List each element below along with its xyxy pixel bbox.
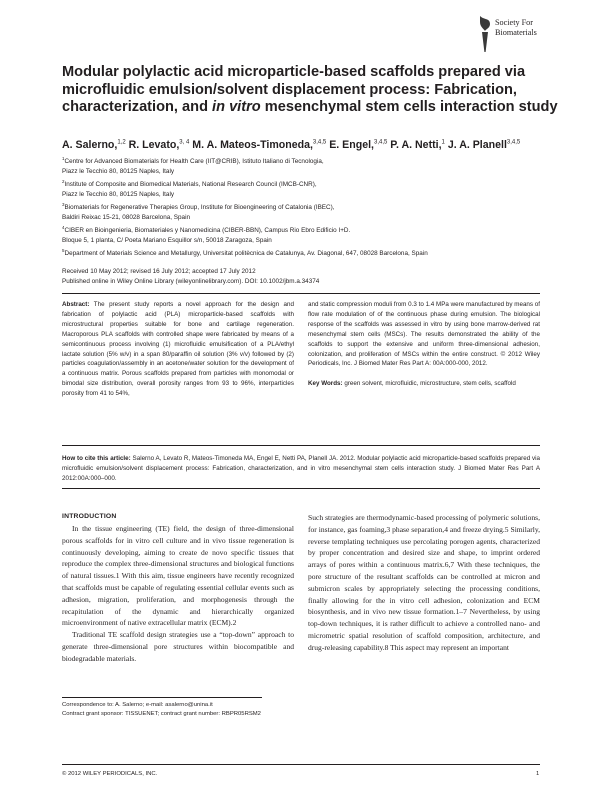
correspondence (62, 701, 540, 718)
affiliation (62, 213, 562, 223)
author-list (62, 139, 572, 151)
published-online: Published online in Wiley Online Library (wileyonlinelibrary.com). DOI: 10.1002/jbm.a.34374 (62, 278, 320, 285)
affil-line: Centre for Advanced Biomaterials for Health Care (IIT@CRIB), Istituto Italiano di Tecnologia, (64, 158, 324, 166)
author: J. A. Planell (447, 139, 507, 151)
affil-sup: 3 (62, 202, 65, 208)
divider (62, 488, 540, 489)
affiliation (62, 190, 562, 200)
keywords-text: green solvent, microfluidic, microstructure, stem cells, scaffold (342, 380, 516, 388)
affiliation (62, 223, 562, 236)
affil-sup: 5 (62, 248, 65, 254)
footnote-divider (62, 697, 262, 698)
affil-line: Piazz le Tecchio 80, 80125 Naples, Italy (62, 191, 175, 199)
affil-sup: 2 (62, 179, 65, 185)
divider (62, 445, 540, 446)
author-affil-sup: 3,4,5 (373, 139, 388, 146)
author-affil-sup: 3,4,5 (312, 139, 327, 146)
body-left-column (62, 523, 294, 665)
affil-line: Department of Materials Science and Metallurgy, Universitat politècnica de Catalunya, Av. Diagonal, 647, 08028 Barcelona, Spain (64, 250, 428, 258)
author-affil-sup: 3,4,5 (506, 139, 521, 146)
copyright: © 2012 WILEY PERIODICALS, INC. (62, 771, 158, 777)
citation-label: How to cite this article: (62, 455, 131, 462)
affiliation (62, 154, 562, 167)
affiliation (62, 177, 562, 190)
affil-sup: 4 (62, 225, 65, 231)
title-part-1: Modular polylactic acid microparticle-based scaffolds prepared via microfluidic emulsion/solvent displacement process: Fabrication, characterization, and (62, 64, 526, 115)
affiliation (62, 246, 562, 259)
author: M. A. Mateos-Timoneda, (192, 139, 313, 151)
affil-line: Piazz le Tecchio 80, 80125 Naples, Italy (62, 168, 175, 176)
citation-text: Salerno A, Levato R, Mateos-Timoneda MA, Engel E, Netti PA, Planell JA. 2012. Modular polylactic acid microparticle-based scaffolds prepared via microfluidic emulsion/solvent displacement process: Fabrication, characterization, and in vitro mesenchymal stem cells interaction study. J Biomed Mater Res Part A 2012:00A:000–000. (62, 455, 540, 482)
abstract-left-column (62, 300, 294, 399)
abstract-text-right: and static compression moduli from 0.3 to 1.4 MPa were manufactured by means of flow rate modulation of of the continuous phase during emulsion. The biological response of the scaffolds was assessed in vitro by using bone marrow-derived rat mesenchymal stem cells (MSCs). The results demonstrated the ability of the scaffolds to support the extensive and uniform three-dimensional adhesion, colonization, and proliferation of MSCs within the entire construct. © 2012 Wiley Periodicals, Inc. J Biomed Mater Res Part A: 00A:000-000, 2012. (308, 301, 540, 368)
divider (62, 764, 540, 765)
author: E. Engel, (329, 139, 374, 151)
society-logo-text (495, 18, 585, 38)
affil-line: Baldiri Reixac 15-21, 08028 Barcelona, Spain (62, 214, 191, 222)
affil-line: Institute of Composite and Biomedical Materials, National Research Council (IMCB-CNR), (64, 181, 317, 189)
abstract-right-column (308, 300, 540, 389)
how-to-cite (62, 454, 540, 484)
title-italic: in vitro (212, 99, 261, 115)
author: R. Levato, (128, 139, 180, 151)
divider (62, 293, 540, 294)
title-part-2: mesenchymal stem cells interaction study (260, 99, 558, 115)
keywords (308, 379, 540, 389)
affil-sup: 1 (62, 156, 65, 161)
author-affil-sup: 1 (441, 139, 445, 146)
affiliation (62, 200, 562, 213)
received-dates: Received 10 May 2012; revised 16 July 2012; accepted 17 July 2012 (62, 268, 256, 275)
abstract-label: Abstract: (62, 301, 90, 308)
article-title (62, 64, 562, 117)
logo-line-1: Society For (495, 18, 533, 27)
affil-line: Bloque 5, 1 planta, C/ Poeta Mariano Esquillor s/n, 50018 Zaragoza, Spain (62, 237, 272, 245)
section-heading: INTRODUCTION (62, 513, 117, 520)
author-affil-sup: 1,2 (117, 139, 126, 146)
author-affil-sup: 3, 4 (179, 139, 190, 146)
body-right-column (308, 512, 540, 654)
affiliation (62, 167, 562, 177)
affiliation (62, 236, 562, 246)
paragraph: In the tissue engineering (TE) field, the design of three-dimensional porous scaffolds for in vitro cell culture and in vivo tissue regeneration is continuously developing, aiming to create de novo specific tissues that reproduce the complex three-dimensional structures and biological functions of natural tissues.1 With this aim, tissue engineers have recently recognized that scaffolds must be capable of regulating essential cellular events such as adhesion, migration, proliferation, and morphogenesis through the recapitulation of the dynamic and hierarchically organized microenvironment of native extracellular matrix (ECM).2 (62, 524, 294, 628)
author: P. A. Netti, (390, 139, 442, 151)
affil-line: CIBER en Bioingenieria, Biomateriales y Nanomedicina (CIBER-BBN), Campus Rio Ebro Edificio I+D. (64, 227, 351, 235)
grant-sponsor: Contract grant sponsor: TISSUENET; contract grant number: RBPR05RSM2 (62, 710, 261, 717)
paragraph: Traditional TE scaffold design strategies use a “top-down” approach to generate three-dimensional pore structures within biocompatible and biodegradable materials. (62, 630, 294, 663)
affiliation-list (62, 154, 562, 260)
logo-line-2: Biomaterials (495, 28, 537, 37)
affil-line: Biomaterials for Regenerative Therapies Group, Institute for Bioengineering of Catalonia (IBEC), (64, 204, 335, 212)
publication-dates (62, 267, 562, 287)
paragraph: Such strategies are thermodynamic-based processing of polymeric solutions, for instance, gas foaming,3 phase separation,4 and freeze drying.5 Similarly, reverse templating techniques use percolating porogen agents, characterized by proper concentration and desired size and shape, to imprint ordered arrays of pores within a continuous matrix.6,7 With these techniques, the pore structure of the resultant scaffolds can be controlled at micron and submicron scales by appropriately selecting the processing conditions, finally allowing for the in vitro cell adhesion, colonization and ECM biosynthesis, and in vivo new tissue formation.1–7 Nevertheless, by using top-down techniques, it is rather difficult to achieve a controlled nano- and micrometric spatial resolution of scaffold composition, architecture, and drug-releasing capability.8 This aspect may represent an important (308, 513, 540, 652)
abstract-text-left: The present study reports a novel approach for the design and fabrication of polylactic acid (PLA) microparticle-based scaffolds with microstructural properties suitable for bone and cartilage regeneration. Macroporous PLA scaffolds with controlled shape were fabricated by means of a semicontinuous process involving (1) microfluidic emulsification of a PLA/ethyl lactate solution (5% w/v) in a span 80/paraffin oil solution (3% v/v) followed by (2) particles coagulation/assembly in an acetone/water solution for the development of a continuous matrix. Porous scaffolds prepared from particles with monomodal or bimodal size distribution, overall porosity ranges from 93 to 96%, interparticles porosity from 41 to 54%, (62, 301, 294, 398)
correspondence-author: Correspondence to: A. Salerno; e-mail: asalerno@unina.it (62, 702, 213, 708)
author: A. Salerno, (62, 139, 118, 151)
page-number: 1 (536, 771, 540, 777)
keywords-label: Key Words: (308, 380, 343, 388)
torch-logo-icon (478, 14, 492, 54)
